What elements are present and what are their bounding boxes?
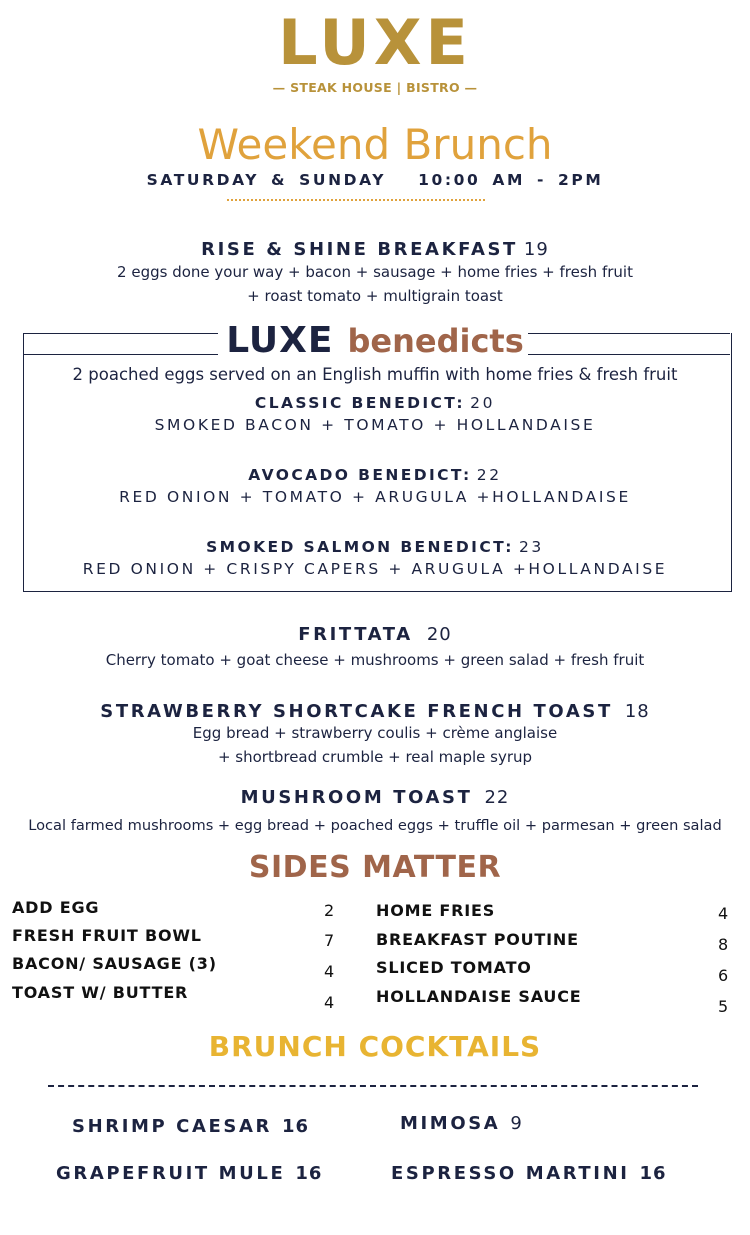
service-days: SATURDAY & SUNDAY: [146, 171, 387, 189]
frittata-desc: Cherry tomato + goat cheese + mushrooms + green salad + fresh fruit: [105, 651, 645, 669]
dotted-divider: [227, 199, 485, 201]
benedicts-word: benedicts: [347, 322, 524, 360]
cocktail-price: 9: [510, 1113, 523, 1134]
benedict-item: [0, 393, 750, 412]
cocktail-price: 16: [281, 1116, 310, 1137]
side-item-name: ADD EGG: [12, 898, 100, 917]
item-price: 22: [484, 787, 510, 808]
benedict-price: 23: [518, 538, 544, 556]
item-name: MUSHROOM TOAST: [240, 787, 473, 808]
french-toast-desc-1: Egg bread + strawberry coulis + crème anglaise: [192, 724, 558, 742]
cocktail-price: 16: [295, 1163, 323, 1184]
menu-title: Weekend Brunch: [197, 120, 553, 169]
cocktail-name: SHRIMP CAESAR: [72, 1116, 272, 1137]
service-time: 10:00 AM - 2PM: [418, 171, 604, 189]
side-item-name: HOLLANDAISE SAUCE: [376, 987, 582, 1006]
rise-shine-desc-1: 2 eggs done your way + bacon + sausage + home fries + fresh fruit: [117, 263, 633, 281]
side-item-price: 4: [718, 904, 729, 923]
mushroom-toast-desc: Local farmed mushrooms + egg bread + poached eggs + truffle oil + parmesan + green salad: [28, 817, 722, 834]
benedicts-intro: 2 poached eggs served on an English muffin with home fries & fresh fruit: [72, 365, 678, 384]
side-item-name: BACON/ SAUSAGE (3): [12, 954, 217, 973]
side-item-name: BREAKFAST POUTINE: [376, 930, 579, 949]
side-item-name: FRESH FRUIT BOWL: [12, 926, 202, 945]
french-toast-item: [0, 701, 750, 722]
benedict-item: [0, 537, 750, 556]
benedict-name: AVOCADO BENEDICT:: [248, 466, 472, 484]
cocktail-item: [391, 1163, 667, 1184]
benedict-price: 22: [476, 466, 502, 484]
side-item-price: 8: [718, 935, 729, 954]
item-name: RISE & SHINE BREAKFAST: [201, 239, 518, 260]
side-item-price: 4: [324, 962, 335, 981]
benedict-price: 20: [470, 394, 496, 412]
side-item-price: 5: [718, 997, 729, 1016]
side-item-name: HOME FRIES: [376, 901, 496, 920]
side-item-price: 4: [324, 993, 335, 1012]
cocktail-price: 16: [639, 1163, 667, 1184]
benedict-name: CLASSIC BENEDICT:: [254, 394, 466, 412]
side-item-price: 6: [718, 966, 729, 985]
benedict-toppings: RED ONION + TOMATO + ARUGULA +HOLLANDAISE: [119, 488, 631, 506]
frittata-item: [0, 624, 750, 645]
logo-tagline: — STEAK HOUSE | BISTRO —: [272, 80, 478, 95]
benedict-item: [0, 465, 750, 484]
cocktails-heading: BRUNCH COCKTAILS: [208, 1030, 542, 1063]
rise-shine-item: [0, 239, 750, 260]
side-item-price: 2: [324, 901, 335, 920]
benedict-toppings: RED ONION + CRISPY CAPERS + ARUGULA +HOLLANDAISE: [82, 560, 668, 578]
mushroom-toast-item: [0, 787, 750, 808]
cocktail-name: GRAPEFRUIT MULE: [56, 1163, 286, 1184]
item-name: STRAWBERRY SHORTCAKE FRENCH TOAST: [100, 701, 613, 722]
service-hours: [0, 171, 750, 189]
benedicts-luxe-logo: LUXE: [226, 320, 334, 361]
item-price: 20: [426, 624, 452, 645]
cocktail-name: ESPRESSO MARTINI: [391, 1163, 630, 1184]
benedict-name: SMOKED SALMON BENEDICT:: [206, 538, 514, 556]
side-item-name: SLICED TOMATO: [376, 958, 532, 977]
dashed-divider: [48, 1085, 698, 1087]
side-item-name: TOAST W/ BUTTER: [12, 983, 189, 1002]
benedict-toppings: SMOKED BACON + TOMATO + HOLLANDAISE: [154, 416, 596, 434]
cocktail-name: MIMOSA: [400, 1113, 501, 1134]
sides-heading: SIDES MATTER: [248, 850, 502, 885]
cocktail-item: [56, 1163, 322, 1184]
side-item-price: 7: [324, 931, 335, 950]
item-price: 18: [624, 701, 650, 722]
cocktail-item: [400, 1113, 523, 1134]
french-toast-desc-2: + shortbread crumble + real maple syrup: [217, 748, 533, 766]
luxe-logo: LUXE: [278, 6, 472, 79]
item-price: 19: [523, 239, 549, 260]
item-name: FRITTATA: [298, 624, 413, 645]
cocktail-item: [72, 1116, 309, 1137]
rise-shine-desc-2: + roast tomato + multigrain toast: [247, 287, 503, 305]
